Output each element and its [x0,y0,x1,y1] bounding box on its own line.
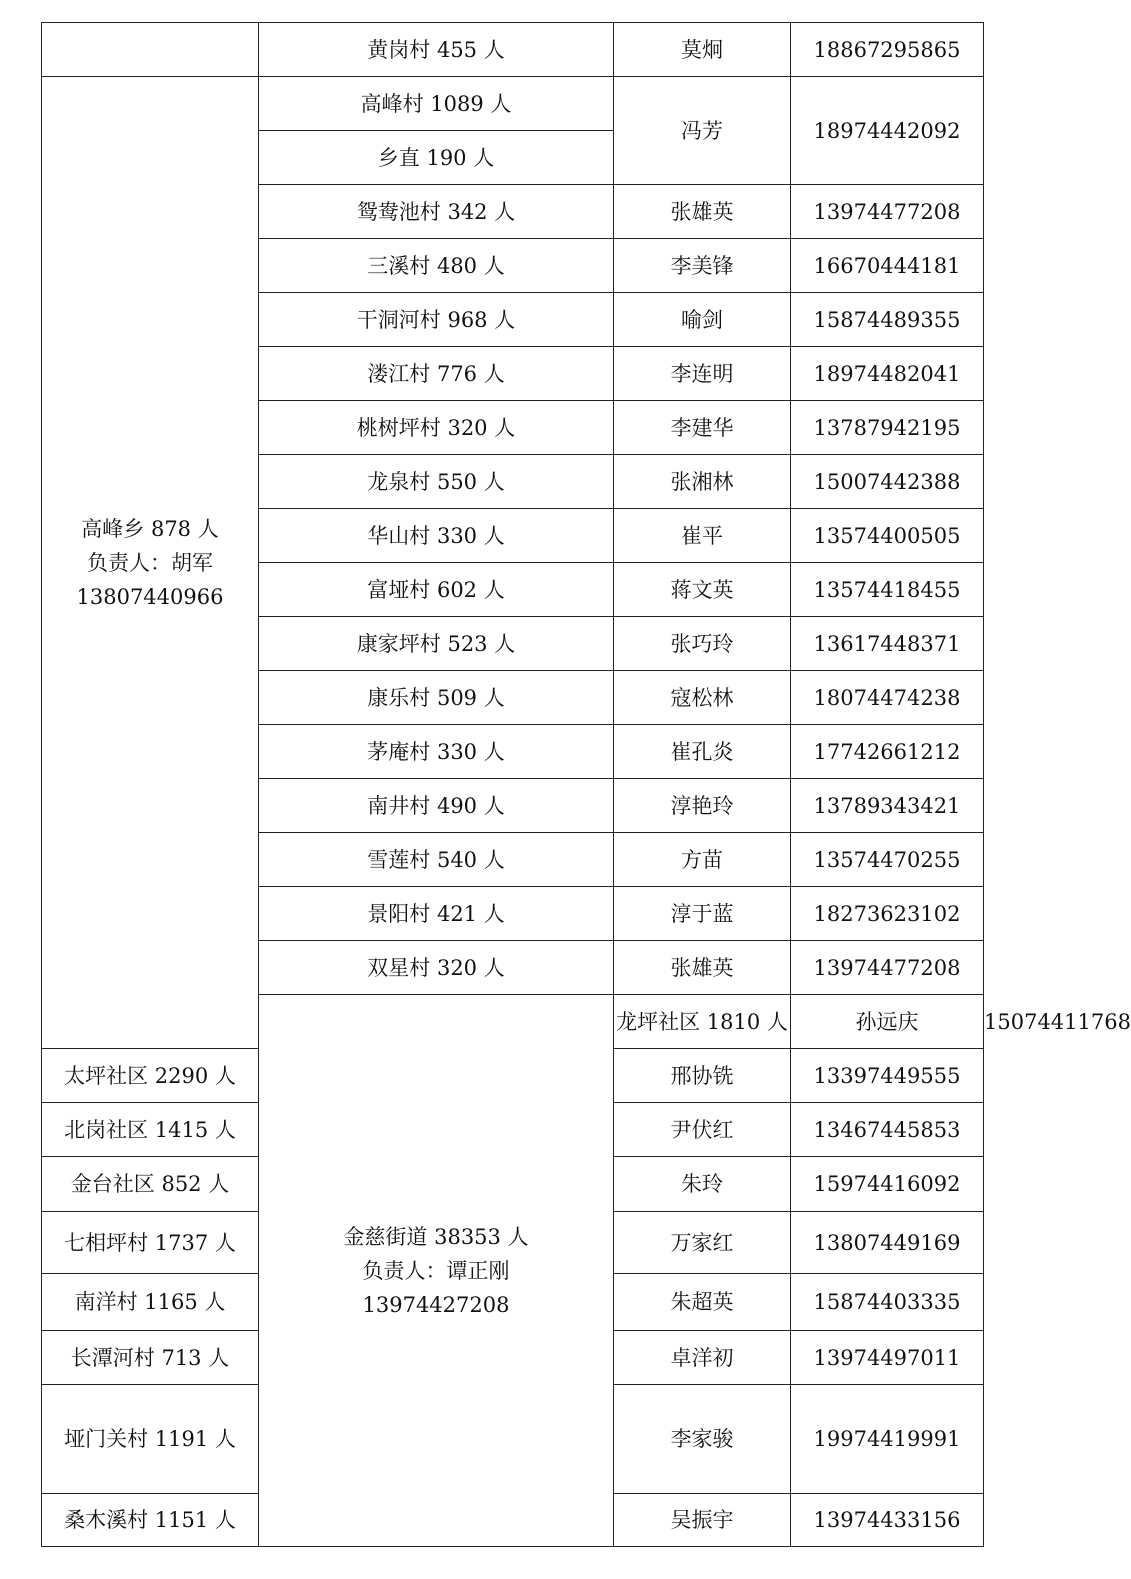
contact-name-cell: 寇松林 [614,671,791,725]
contact-name-cell: 尹伏红 [614,1103,791,1157]
phone-cell: 13974497011 [791,1331,984,1385]
village-cell: 桃树坪村 320 人 [259,401,614,455]
village-cell: 溇江村 776 人 [259,347,614,401]
contact-name-cell: 李连明 [614,347,791,401]
phone-cell: 13974477208 [791,941,984,995]
contact-name-cell: 吴振宇 [614,1494,791,1547]
phone-cell: 13974477208 [791,185,984,239]
village-cell: 垭门关村 1191 人 [42,1385,259,1494]
group-title: 金慈街道 38353 人 [343,1224,529,1249]
village-cell: 桑木溪村 1151 人 [42,1494,259,1547]
table-row [42,23,984,77]
village-cell: 三溪村 480 人 [259,239,614,293]
phone-cell: 15007442388 [791,455,984,509]
phone-cell: 13789343421 [791,779,984,833]
village-cell: 干洞河村 968 人 [259,293,614,347]
phone-cell: 15874489355 [791,293,984,347]
contact-name-cell: 喻剑 [614,293,791,347]
contact-name-cell: 张雄英 [614,941,791,995]
contact-name-cell: 李建华 [614,401,791,455]
contact-name-cell: 冯芳 [614,77,791,185]
contact-name-cell: 崔孔炎 [614,725,791,779]
table-row: 金慈街道 38353 人 负责人：谭正刚 13974427208 龙坪社区 1810 人 孙远庆 15074411768 [42,995,984,1049]
contact-name-cell: 孙远庆 [791,995,984,1049]
group-phone: 13974427208 [362,1292,510,1317]
village-cell: 康乐村 509 人 [259,671,614,725]
phone-cell: 18867295865 [791,23,984,77]
contact-table [41,22,1131,1547]
contact-name-cell: 淳艳玲 [614,779,791,833]
group-leader: 负责人：胡军 [87,550,213,575]
contact-name-cell: 朱玲 [614,1157,791,1212]
group-title: 高峰乡 878 人 [81,516,219,541]
contact-name-cell: 崔平 [614,509,791,563]
phone-cell: 15874403335 [791,1274,984,1331]
phone-cell: 16670444181 [791,239,984,293]
contact-name-cell: 张巧玲 [614,617,791,671]
village-cell: 乡直 190 人 [259,131,614,185]
village-cell: 南洋村 1165 人 [42,1274,259,1331]
village-cell: 鸳鸯池村 342 人 [259,185,614,239]
village-cell: 龙坪社区 1810 人 [614,995,791,1049]
contact-name-cell: 邢协铣 [614,1049,791,1103]
village-cell: 雪莲村 540 人 [259,833,614,887]
village-cell: 康家坪村 523 人 [259,617,614,671]
contact-name-cell: 淳于蓝 [614,887,791,941]
phone-cell: 13397449555 [791,1049,984,1103]
contact-name-cell: 李美锋 [614,239,791,293]
phone-cell: 15974416092 [791,1157,984,1212]
village-cell: 太坪社区 2290 人 [42,1049,259,1103]
contact-name-cell: 张湘林 [614,455,791,509]
group-cell-gaofeng [42,77,259,1049]
phone-cell: 13467445853 [791,1103,984,1157]
village-cell: 长潭河村 713 人 [42,1331,259,1385]
contact-name-cell: 张雄英 [614,185,791,239]
village-cell: 富垭村 602 人 [259,563,614,617]
phone-cell: 13787942195 [791,401,984,455]
table-row [42,77,984,131]
group-phone: 13807440966 [76,584,224,609]
village-cell: 七相坪村 1737 人 [42,1212,259,1274]
phone-cell: 13617448371 [791,617,984,671]
village-cell: 金台社区 852 人 [42,1157,259,1212]
phone-cell: 13574418455 [791,563,984,617]
phone-cell: 13574400505 [791,509,984,563]
contact-name-cell: 李家骏 [614,1385,791,1494]
phone-cell: 18974482041 [791,347,984,401]
village-cell: 北岗社区 1415 人 [42,1103,259,1157]
group-cell-jinci [259,995,614,1547]
village-cell: 黄岗村 455 人 [259,23,614,77]
group-leader: 负责人：谭正刚 [362,1258,510,1283]
contact-name-cell: 方苗 [614,833,791,887]
phone-cell: 17742661212 [791,725,984,779]
contact-name-cell: 万家红 [614,1212,791,1274]
village-cell: 茅庵村 330 人 [259,725,614,779]
phone-cell: 13574470255 [791,833,984,887]
phone-cell: 13807449169 [791,1212,984,1274]
contact-name-cell: 卓洋初 [614,1331,791,1385]
village-cell: 景阳村 421 人 [259,887,614,941]
phone-cell: 18074474238 [791,671,984,725]
village-cell: 华山村 330 人 [259,509,614,563]
village-cell: 双星村 320 人 [259,941,614,995]
contact-name-cell: 蒋文英 [614,563,791,617]
group-cell-empty [42,23,259,77]
contact-name-cell: 朱超英 [614,1274,791,1331]
phone-cell: 18273623102 [791,887,984,941]
contact-name-cell: 莫炯 [614,23,791,77]
village-cell: 龙泉村 550 人 [259,455,614,509]
phone-cell: 19974419991 [791,1385,984,1494]
phone-cell: 18974442092 [791,77,984,185]
village-cell: 南井村 490 人 [259,779,614,833]
phone-cell: 13974433156 [791,1494,984,1547]
village-cell: 高峰村 1089 人 [259,77,614,131]
